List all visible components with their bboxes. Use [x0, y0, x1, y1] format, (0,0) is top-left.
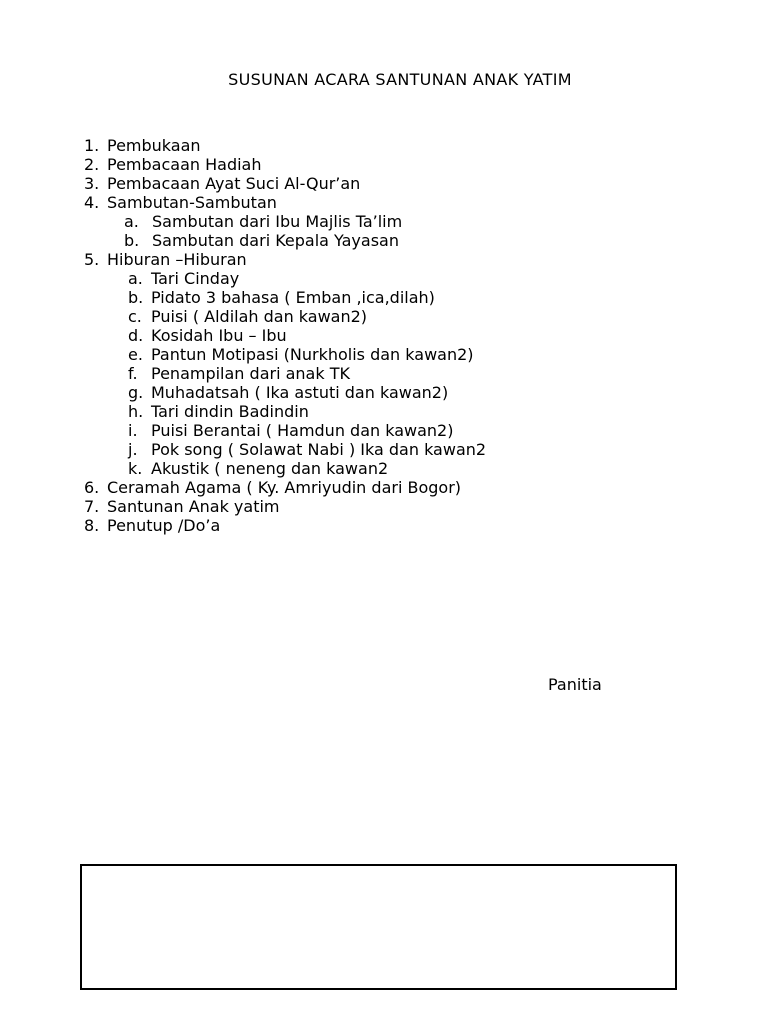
item-number: 1.: [84, 136, 100, 155]
item-number: b.: [128, 288, 144, 307]
item-text: Pembacaan Ayat Suci Al-Qur’an: [107, 174, 361, 193]
item-number: 8.: [84, 516, 100, 535]
item-number: b.: [124, 231, 140, 250]
item-text: Pembukaan: [107, 136, 201, 155]
agenda-item: [84, 193, 486, 212]
agenda-subitem: [84, 440, 486, 459]
agenda-subitem: [84, 326, 486, 345]
item-text: Pantun Motipasi (Nurkholis dan kawan2): [151, 345, 474, 364]
empty-box: [80, 864, 677, 990]
item-text: Puisi Berantai ( Hamdun dan kawan2): [151, 421, 454, 440]
item-text: Pok song ( Solawat Nabi ) Ika dan kawan2: [151, 440, 487, 459]
agenda-subitem: [84, 421, 486, 440]
item-number: a.: [128, 269, 143, 288]
item-number: 6.: [84, 478, 100, 497]
item-number: k.: [128, 459, 143, 478]
item-text: Penutup /Do’a: [107, 516, 221, 535]
agenda-subitem: [84, 459, 486, 478]
item-number: 2.: [84, 155, 100, 174]
item-text: Sambutan dari Ibu Majlis Ta’lim: [152, 212, 403, 231]
item-text: Tari dindin Badindin: [151, 402, 309, 421]
agenda-item: [84, 478, 486, 497]
item-number: d.: [128, 326, 144, 345]
agenda-subitem: [84, 288, 486, 307]
agenda-subitem: [84, 364, 486, 383]
item-text: Hiburan –Hiburan: [107, 250, 247, 269]
item-text: Ceramah Agama ( Ky. Amriyudin dari Bogor): [107, 478, 462, 497]
item-number: h.: [128, 402, 144, 421]
item-text: Santunan Anak yatim: [107, 497, 280, 516]
item-number: 5.: [84, 250, 100, 269]
item-number: e.: [128, 345, 143, 364]
agenda-subitem: [84, 269, 486, 288]
agenda-list: [84, 136, 486, 535]
agenda-subitem: [84, 212, 486, 231]
agenda-item: [84, 516, 486, 535]
agenda-subitem: [84, 307, 486, 326]
agenda-item: [84, 136, 486, 155]
item-number: i.: [128, 421, 138, 440]
item-text: Penampilan dari anak TK: [151, 364, 350, 383]
item-number: 7.: [84, 497, 100, 516]
item-number: c.: [128, 307, 142, 326]
item-text: Sambutan dari Kepala Yayasan: [152, 231, 399, 250]
agenda-subitem: [84, 345, 486, 364]
item-number: a.: [124, 212, 139, 231]
agenda-subitem: [84, 383, 486, 402]
item-number: f.: [128, 364, 138, 383]
agenda-subitem: [84, 402, 486, 421]
agenda-subitem: [84, 231, 486, 250]
agenda-item: [84, 155, 486, 174]
item-text: Muhadatsah ( Ika astuti dan kawan2): [151, 383, 449, 402]
item-text: Pidato 3 bahasa ( Emban ,ica,dilah): [151, 288, 435, 307]
document-title: SUSUNAN ACARA SANTUNAN ANAK YATIM: [228, 70, 572, 89]
item-text: Tari Cinday: [151, 269, 240, 288]
item-number: 3.: [84, 174, 100, 193]
agenda-item: [84, 497, 486, 516]
agenda-item: [84, 250, 486, 269]
signature-label: Panitia: [548, 675, 602, 694]
item-text: Akustik ( neneng dan kawan2: [151, 459, 389, 478]
item-text: Pembacaan Hadiah: [107, 155, 262, 174]
item-number: 4.: [84, 193, 100, 212]
item-number: g.: [128, 383, 144, 402]
item-text: Puisi ( Aldilah dan kawan2): [151, 307, 368, 326]
item-number: j.: [128, 440, 138, 459]
item-text: Kosidah Ibu – Ibu: [151, 326, 287, 345]
item-text: Sambutan-Sambutan: [107, 193, 277, 212]
agenda-item: [84, 174, 486, 193]
